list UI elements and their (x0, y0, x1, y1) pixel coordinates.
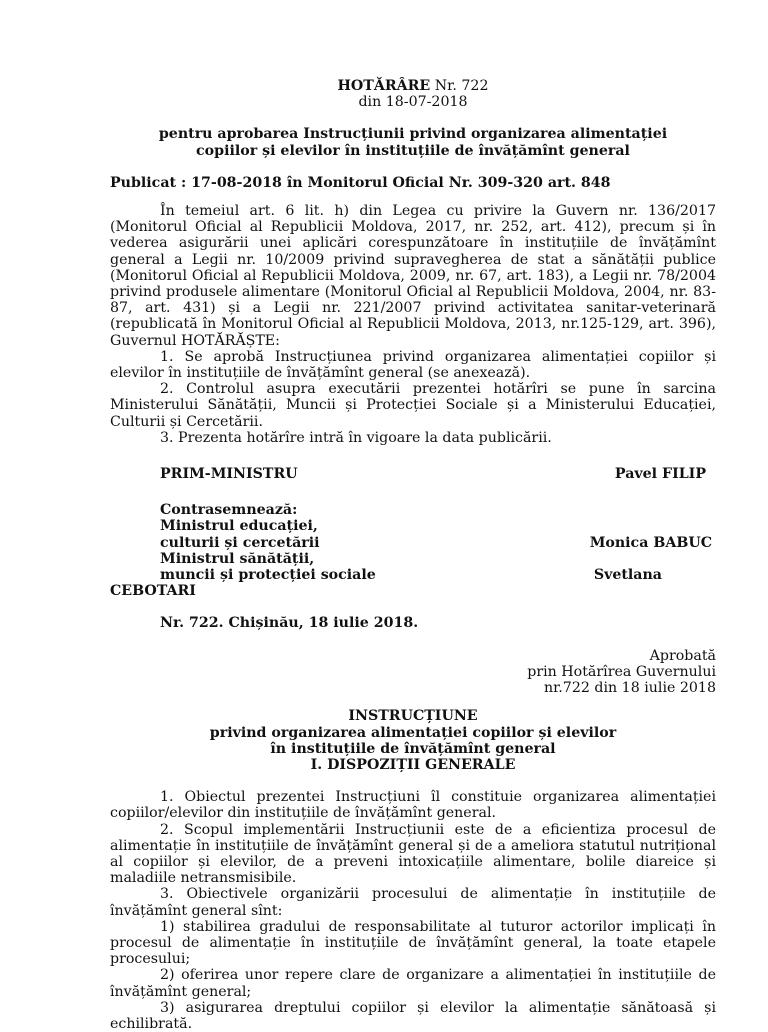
chapter-heading: I. DISPOZIȚII GENERALE (310, 756, 516, 773)
decision-subject-line1: pentru aprobarea Instrucțiunii privind organizarea alimentației (158, 126, 668, 143)
prime-minister-signature (110, 466, 716, 482)
minister1-title-line1: Ministrul educației, (160, 518, 318, 535)
decision-number: Nr. 722 (430, 78, 489, 94)
clause-2: 2. Scopul implementării Instrucțiunii este de a eficientiza procesul de alimentație în instituțiile de învățămînt general și de a ameliora statutul nutrițional al copiilor și elevilor, de a preveni intoxicațiile alimentare, bolile diareice și maladiile netransmisibile. (110, 821, 716, 887)
clause-1: 1. Obiectul prezentei Instrucțiuni îl constituie organizarea alimentației copiilor/elevilor din instituțiile de învățămînt general. (110, 789, 716, 822)
minister2-name-first: Svetlana (593, 567, 662, 584)
decision-title (110, 78, 716, 94)
clause-3-item-2: 2) oferirea unor repere clare de organizare a alimentației în instituțiile de învățămînt general; (110, 967, 716, 1000)
decision-title-word: HOTĂRÂRE (337, 78, 431, 94)
preamble-paragraph: În temeiul art. 6 lit. h) din Legea cu privire la Guvern nr. 136/2017 (Monitorul Oficial al Republicii Moldova, 2017, nr. 252, art. 412), precum și în vederea asigurării unei aplicări corespunzătoare în instituțiile de învățămînt general a Legii nr. 10/2009 privind supravegherea de stat a sănătății publice (Monitorul Oficial al Republicii Moldova, 2009, nr. 67, art. 183), a Legii nr. 78/2004 privind produsele alimentare (Monitorul Oficial al Republicii Moldova, 2004, nr. 83-87, art. 431) și a Legii nr. 221/2007 privind activitatea sanitar-veterinară (republicată în Monitorul Oficial al Republicii Moldova, 2013, nr.125-129, art. 396), Guvernul HOTĂRĂȘTE: (110, 203, 716, 349)
document-page (110, 78, 716, 1032)
closing-reference: Nr. 722. Chișinău, 18 iulie 2018. (160, 615, 419, 632)
minister2-name-last: CEBOTARI (110, 583, 196, 600)
publication-info: Publicat : 17-08-2018 în Monitorul Oficial Nr. 309-320 art. 848 (110, 174, 611, 191)
instruction-subtitle-line2: în instituțiile de învățămînt general (270, 740, 556, 757)
minister2-title-line2: muncii și protecției sociale (160, 567, 376, 584)
minister2-signature (110, 567, 716, 583)
clause-3: 3. Obiectivele organizării procesului de alimentație în instituțiile de învățămînt general sînt: (110, 886, 716, 919)
decision-subject-line2: copiilor și elevilor în instituțiile de învățămînt general (196, 142, 630, 159)
approval-line2: prin Hotărîrea Guvernului (527, 663, 716, 680)
minister1-title-line2: culturii și cercetării (160, 534, 320, 551)
approval-line1: Aprobată (649, 647, 716, 664)
prime-minister-name: Pavel FILIP (614, 466, 706, 483)
prime-minister-title: PRIM-MINISTRU (160, 466, 298, 483)
approval-line3: nr.722 din 18 iulie 2018 (543, 680, 716, 697)
decision-item-1: 1. Se aprobă Instrucțiunea privind organizarea alimentației copiilor și elevilor în instituțiile de învățămînt general (se anexează). (110, 348, 716, 382)
clause-3-item-3: 3) asigurarea dreptului copiilor și elevilor la alimentație sănătoasă și echilibrată. (110, 999, 716, 1032)
countersign-label: Contrasemnează: (160, 502, 298, 519)
instruction-subtitle-line1: privind organizarea alimentației copiilor și elevilor (209, 724, 617, 741)
minister2-title-line1: Ministrul sănătății, (160, 550, 315, 567)
instruction-title: INSTRUCȚIUNE (348, 708, 478, 725)
minister1-name: Monica BABUC (589, 534, 712, 551)
decision-item-2: 2. Controlul asupra executării prezentei hotărîri se pune în sarcina Ministerului Sănătății, Muncii și Protecției Sociale și a Ministerului Educației, Culturii și Cercetării. (110, 381, 716, 430)
decision-item-3: 3. Prezenta hotărîre intră în vigoare la data publicării. (160, 429, 552, 446)
clause-3-item-1: 1) stabilirea gradului de responsabilitate al tuturor actorilor implicați în procesul de alimentație în instituțiile de învățămînt general, la toate etapele procesului; (110, 918, 716, 968)
decision-date: din 18-07-2018 (358, 94, 468, 111)
minister1-signature (110, 535, 716, 551)
